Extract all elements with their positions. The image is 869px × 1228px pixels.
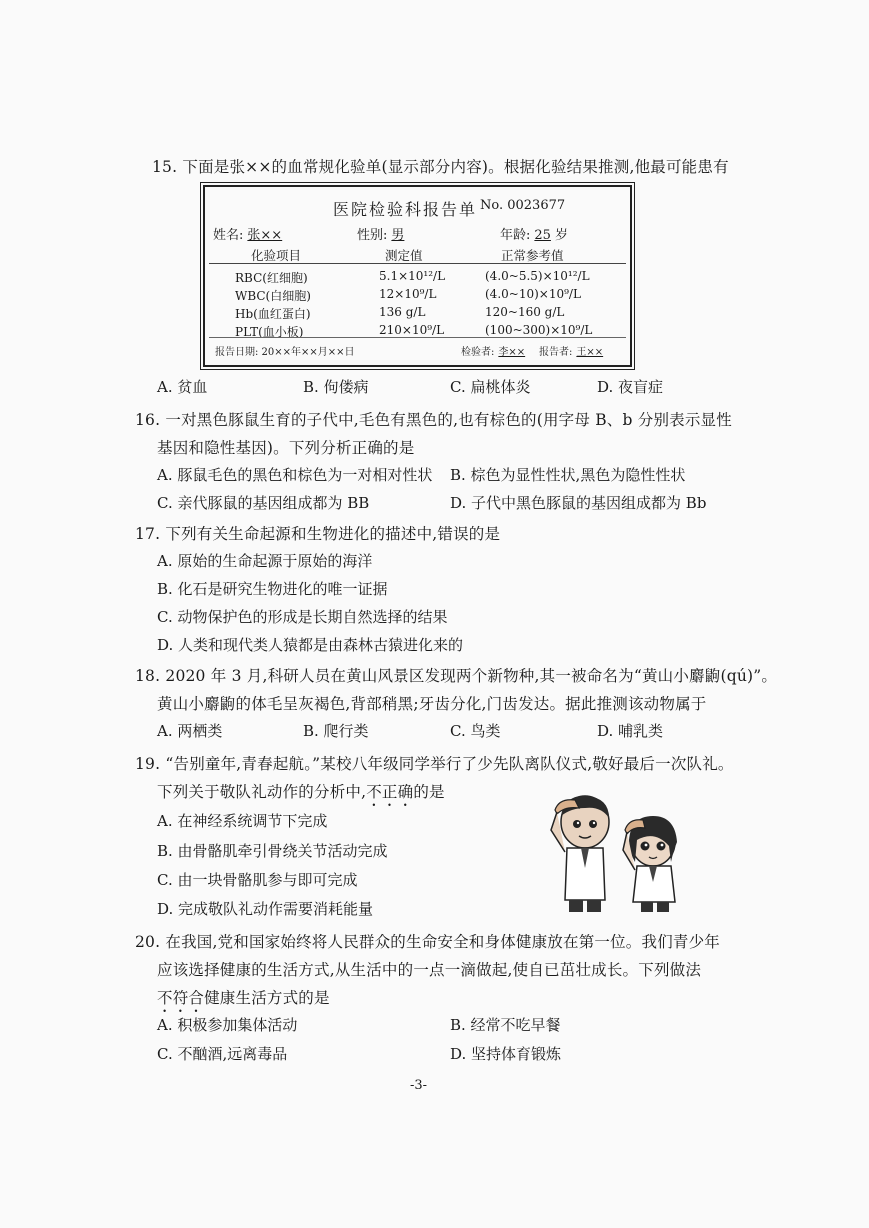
q19-option-c: C. 由一块骨骼肌参与即可完成 [157, 871, 358, 889]
q15-option-a: A. 贫血 [157, 378, 208, 396]
header-divider [209, 263, 626, 264]
page-number: -3- [410, 1078, 428, 1093]
q20-option-a: A. 积极参加集体活动 [157, 1016, 298, 1034]
q16-stem-line1: 16. 一对黑色豚鼠生育的子代中,毛色有黑色的,也有棕色的(用字母 B、b 分别表示显性 [135, 411, 732, 429]
col-header-item: 化验项目 [251, 248, 302, 263]
q17-option-d: D. 人类和现代类人猿都是由森林古猿进化来的 [157, 636, 464, 654]
q16-option-d: D. 子代中黑色豚鼠的基因组成都为 Bb [450, 494, 707, 512]
lab-report-card [203, 185, 632, 367]
q19-option-d: D. 完成敬队礼动作需要消耗能量 [157, 900, 374, 918]
col-header-ref: 正常参考值 [501, 248, 564, 263]
q20-stem-emphasis: 不符合 [157, 989, 205, 1007]
age-unit: 岁 [554, 228, 568, 243]
q18-option-d: D. 哺乳类 [597, 722, 664, 740]
q20-option-d: D. 坚持体育锻炼 [450, 1045, 562, 1063]
q20-stem-line2: 应该选择健康的生活方式,从生活中的一点一滴做起,使自已茁壮成长。下列做法 [157, 961, 702, 979]
children-saluting-illustration [545, 790, 693, 914]
q17-option-c: C. 动物保护色的形成是长期自然选择的结果 [157, 608, 448, 626]
table-row-value: 5.1×10¹²/L [379, 269, 446, 283]
q16-option-a: A. 豚鼠毛色的黑色和棕色为一对相对性状 [157, 466, 433, 484]
q16-option-b: B. 棕色为显性性状,黑色为隐性性状 [450, 466, 686, 484]
checker-field [461, 343, 529, 358]
table-row-item: PLT(血小板) [235, 325, 304, 339]
age-value: 25 [534, 228, 551, 243]
girl-figure [623, 816, 677, 912]
q16-stem-line2: 基因和隐性基因)。下列分析正确的是 [157, 439, 415, 457]
q16-option-c: C. 亲代豚鼠的基因组成都为 BB [157, 494, 370, 512]
q15-option-b: B. 佝偻病 [303, 378, 369, 396]
q15-stem: 15. 下面是张××的血常规化验单(显示部分内容)。根据化验结果推测,他最可能患有 [152, 158, 729, 176]
table-row-item: WBC(白细胞) [235, 289, 311, 303]
table-row-ref: (4.0~10)×10⁹/L [485, 287, 581, 301]
col-header-value: 测定值 [385, 248, 423, 263]
q17-option-a: A. 原始的生命起源于原始的海洋 [157, 552, 373, 570]
report-number: No. 0023677 [480, 198, 566, 213]
footer-divider [209, 337, 626, 338]
boy-figure [551, 796, 609, 912]
report-date: 报告日期: 20××年××月××日 [215, 347, 355, 358]
report-title: 医院检验科报告单 [333, 200, 478, 219]
q15-option-d: D. 夜盲症 [597, 378, 664, 396]
q18-stem-line2: 黄山小麝鼩的体毛呈灰褐色,背部稍黑;牙齿分化,门齿发达。据此推测该动物属于 [157, 695, 707, 713]
name-field [213, 224, 286, 243]
table-row-value: 210×10⁹/L [379, 323, 445, 337]
q19-option-b: B. 由骨骼肌牵引骨绕关节活动完成 [157, 842, 388, 860]
table-row-value: 136 g/L [379, 305, 426, 319]
checker-label: 检验者: [461, 347, 495, 358]
q19-stem-post: 的是 [413, 783, 445, 801]
q20-stem-line3 [157, 986, 330, 1016]
q19-stem-emphasis: 不正确 [366, 783, 414, 801]
q15-option-c: C. 扁桃体炎 [450, 378, 531, 396]
reporter-value: 王×× [576, 347, 604, 358]
table-row-ref: 120~160 g/L [485, 305, 565, 319]
age-label: 年龄: [500, 228, 531, 243]
sex-field [357, 224, 408, 243]
q20-stem-line1: 20. 在我国,党和国家始终将人民群众的生命安全和身体健康放在第一位。我们青少年 [135, 933, 721, 951]
checker-value: 李×× [498, 347, 526, 358]
age-field [500, 224, 568, 243]
q17-stem: 17. 下列有关生命起源和生物进化的描述中,错误的是 [135, 525, 501, 543]
q18-option-c: C. 鸟类 [450, 722, 501, 740]
q20-option-c: C. 不酗酒,远离毒品 [157, 1045, 288, 1063]
table-row-value: 12×10⁹/L [379, 287, 437, 301]
q20-stem-post: 健康生活方式的是 [204, 989, 330, 1007]
q19-stem-pre: 下列关于敬队礼动作的分析中, [157, 783, 367, 801]
q19-stem-line2 [157, 780, 445, 810]
name-value: 张×× [247, 228, 283, 243]
q19-option-a: A. 在神经系统调节下完成 [157, 812, 328, 830]
table-row-ref: (4.0~5.5)×10¹²/L [485, 269, 590, 283]
q17-option-b: B. 化石是研究生物进化的唯一证据 [157, 580, 388, 598]
q18-option-b: B. 爬行类 [303, 722, 369, 740]
q18-option-a: A. 两栖类 [157, 722, 223, 740]
reporter-field [539, 343, 607, 358]
q20-option-b: B. 经常不吃早餐 [450, 1016, 561, 1034]
reporter-label: 报告者: [539, 347, 573, 358]
table-row-ref: (100~300)×10⁹/L [485, 323, 593, 337]
name-label: 姓名: [213, 228, 244, 243]
sex-value: 男 [391, 228, 405, 243]
sex-label: 性别: [357, 228, 388, 243]
q18-stem-line1: 18. 2020 年 3 月,科研人员在黄山风景区发现两个新物种,其一被命名为“黄山小麝鼩(qú)”。 [135, 667, 778, 685]
q19-stem-line1: 19. “告别童年,青春起航。”某校八年级同学举行了少先队离队仪式,敬好最后一次队礼。 [135, 755, 734, 773]
table-row-item: Hb(血红蛋白) [235, 307, 311, 321]
table-row-item: RBC(红细胞) [235, 271, 308, 285]
